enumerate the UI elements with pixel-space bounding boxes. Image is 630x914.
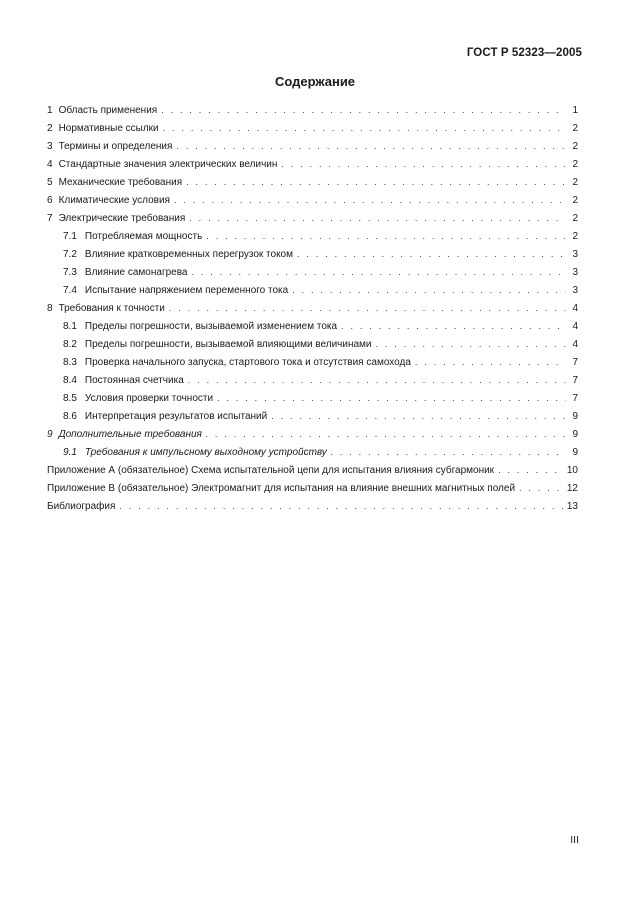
toc-entry[interactable] [47, 443, 578, 461]
toc-dot-leader [297, 245, 566, 263]
toc-entry-page: 2 [572, 177, 578, 188]
toc-dot-leader [271, 407, 566, 425]
toc-dot-leader [176, 137, 566, 155]
toc-dot-leader [341, 317, 566, 335]
toc-entry-number: 9.1 [63, 447, 77, 458]
toc-entry[interactable] [47, 173, 578, 191]
toc-entry[interactable] [47, 317, 578, 335]
toc-entry-page: 2 [572, 213, 578, 224]
table-of-contents [47, 101, 578, 515]
toc-entry-page: 10 [566, 465, 578, 476]
toc-entry-page: 12 [566, 483, 578, 494]
toc-entry-page: 2 [572, 159, 578, 170]
toc-entry-number: 8.5 [63, 393, 77, 404]
toc-entry-title: Термины и определения [58, 141, 173, 152]
toc-dot-leader [331, 443, 566, 461]
toc-dot-leader [519, 479, 563, 497]
toc-entry-number: 8.3 [63, 357, 77, 368]
toc-entry-number: 7.2 [63, 249, 77, 260]
toc-entry[interactable] [47, 299, 578, 317]
toc-entry-title: Нормативные ссылки [58, 123, 159, 134]
toc-entry-number: 8.6 [63, 411, 77, 422]
toc-entry-page: 9 [572, 411, 578, 422]
toc-entry-title: Потребляемая мощность [84, 231, 203, 242]
toc-entry-number: 9 [47, 429, 53, 440]
toc-entry[interactable] [47, 101, 578, 119]
toc-entry-page: 4 [572, 303, 578, 314]
toc-entry[interactable] [47, 281, 578, 299]
toc-entry-title: Требования к импульсному выходному устройству [84, 447, 327, 458]
page-number: III [570, 834, 579, 846]
toc-entry-page: 2 [572, 231, 578, 242]
toc-dot-leader [376, 335, 567, 353]
toc-entry[interactable] [47, 209, 578, 227]
toc-entry-title: Условия проверки точности [84, 393, 214, 404]
toc-entry-number: 8.2 [63, 339, 77, 350]
toc-entry[interactable] [47, 245, 578, 263]
toc-dot-leader [206, 425, 566, 443]
toc-dot-leader [191, 263, 566, 281]
toc-dot-leader [163, 119, 566, 137]
toc-dot-leader [498, 461, 563, 479]
toc-entry-title: Требования к точности [58, 303, 165, 314]
toc-entry-page: 7 [572, 375, 578, 386]
toc-entry-title: Проверка начального запуска, стартового тока и отсутствия самохода [84, 357, 411, 368]
toc-entry-title: Область применения [58, 105, 158, 116]
toc-entry[interactable] [47, 227, 578, 245]
toc-entry-title: Дополнительные требования [58, 429, 202, 440]
toc-entry-page: 13 [566, 501, 578, 512]
toc-entry-title: Пределы погрешности, вызываемой изменением тока [84, 321, 338, 332]
toc-entry-page: 3 [572, 249, 578, 260]
toc-entry-number: 4 [47, 159, 53, 170]
toc-dot-leader [188, 371, 566, 389]
toc-entry[interactable] [47, 119, 578, 137]
toc-entry[interactable] [47, 371, 578, 389]
toc-entry-number: 8 [47, 303, 53, 314]
toc-dot-leader [186, 173, 566, 191]
toc-entry-page: 9 [572, 447, 578, 458]
toc-entry-page: 1 [572, 105, 578, 116]
toc-title: Содержание [274, 74, 356, 89]
toc-entry[interactable] [47, 479, 578, 497]
toc-entry-title: Библиография [47, 501, 116, 512]
toc-entry-title: Влияние кратковременных перегрузок током [84, 249, 293, 260]
toc-dot-leader [217, 389, 566, 407]
toc-entry[interactable] [47, 497, 578, 515]
toc-dot-leader [174, 191, 566, 209]
toc-entry[interactable] [47, 335, 578, 353]
toc-entry-number: 3 [47, 141, 53, 152]
toc-entry-title: Интерпретация результатов испытаний [84, 411, 268, 422]
toc-entry-page: 4 [572, 339, 578, 350]
toc-dot-leader [292, 281, 566, 299]
toc-entry[interactable] [47, 389, 578, 407]
toc-entry[interactable] [47, 425, 578, 443]
toc-entry-number: 2 [47, 123, 53, 134]
toc-entry-number: 7.1 [63, 231, 77, 242]
toc-entry[interactable] [47, 461, 578, 479]
toc-dot-leader [189, 209, 566, 227]
toc-entry-page: 3 [572, 267, 578, 278]
toc-dot-leader [206, 227, 566, 245]
toc-entry[interactable] [47, 407, 578, 425]
toc-entry-title: Постоянная счетчика [84, 375, 184, 386]
toc-entry-number: 1 [47, 105, 53, 116]
toc-entry-page: 7 [572, 393, 578, 404]
toc-entry-page: 2 [572, 195, 578, 206]
toc-entry-number: 7.3 [63, 267, 77, 278]
toc-dot-leader [281, 155, 566, 173]
standard-code: ГОСТ Р 52323—2005 [466, 47, 582, 59]
toc-entry-number: 5 [47, 177, 53, 188]
toc-entry-title: Приложение В (обязательное) Электромагнит для испытания на влияние внешних магнитных полей [47, 483, 516, 494]
toc-entry-page: 7 [572, 357, 578, 368]
toc-entry-title: Стандартные значения электрических величин [58, 159, 278, 170]
toc-entry-page: 4 [572, 321, 578, 332]
toc-entry-title: Испытание напряжением переменного тока [84, 285, 289, 296]
toc-entry-number: 7.4 [63, 285, 77, 296]
toc-entry[interactable] [47, 155, 578, 173]
toc-dot-leader [169, 299, 566, 317]
toc-entry-title: Механические требования [58, 177, 183, 188]
toc-entry-page: 3 [572, 285, 578, 296]
toc-dot-leader [119, 497, 562, 515]
toc-entry-title: Приложение А (обязательное) Схема испытательной цепи для испытания влияния субгармоник [47, 465, 495, 476]
toc-entry-page: 2 [572, 141, 578, 152]
toc-entry[interactable] [47, 263, 578, 281]
toc-entry-title: Климатические условия [58, 195, 170, 206]
toc-entry-page: 2 [572, 123, 578, 134]
toc-entry-number: 7 [47, 213, 53, 224]
toc-entry-title: Пределы погрешности, вызываемой влияющими величинами [84, 339, 372, 350]
toc-entry-title: Электрические требования [58, 213, 186, 224]
toc-entry-page: 9 [572, 429, 578, 440]
toc-entry-number: 8.4 [63, 375, 77, 386]
toc-dot-leader [161, 101, 566, 119]
toc-entry-number: 6 [47, 195, 53, 206]
toc-entry[interactable] [47, 353, 578, 371]
toc-dot-leader [415, 353, 566, 371]
toc-entry[interactable] [47, 137, 578, 155]
toc-entry-number: 8.1 [63, 321, 77, 332]
toc-entry[interactable] [47, 191, 578, 209]
toc-entry-title: Влияние самонагрева [84, 267, 188, 278]
